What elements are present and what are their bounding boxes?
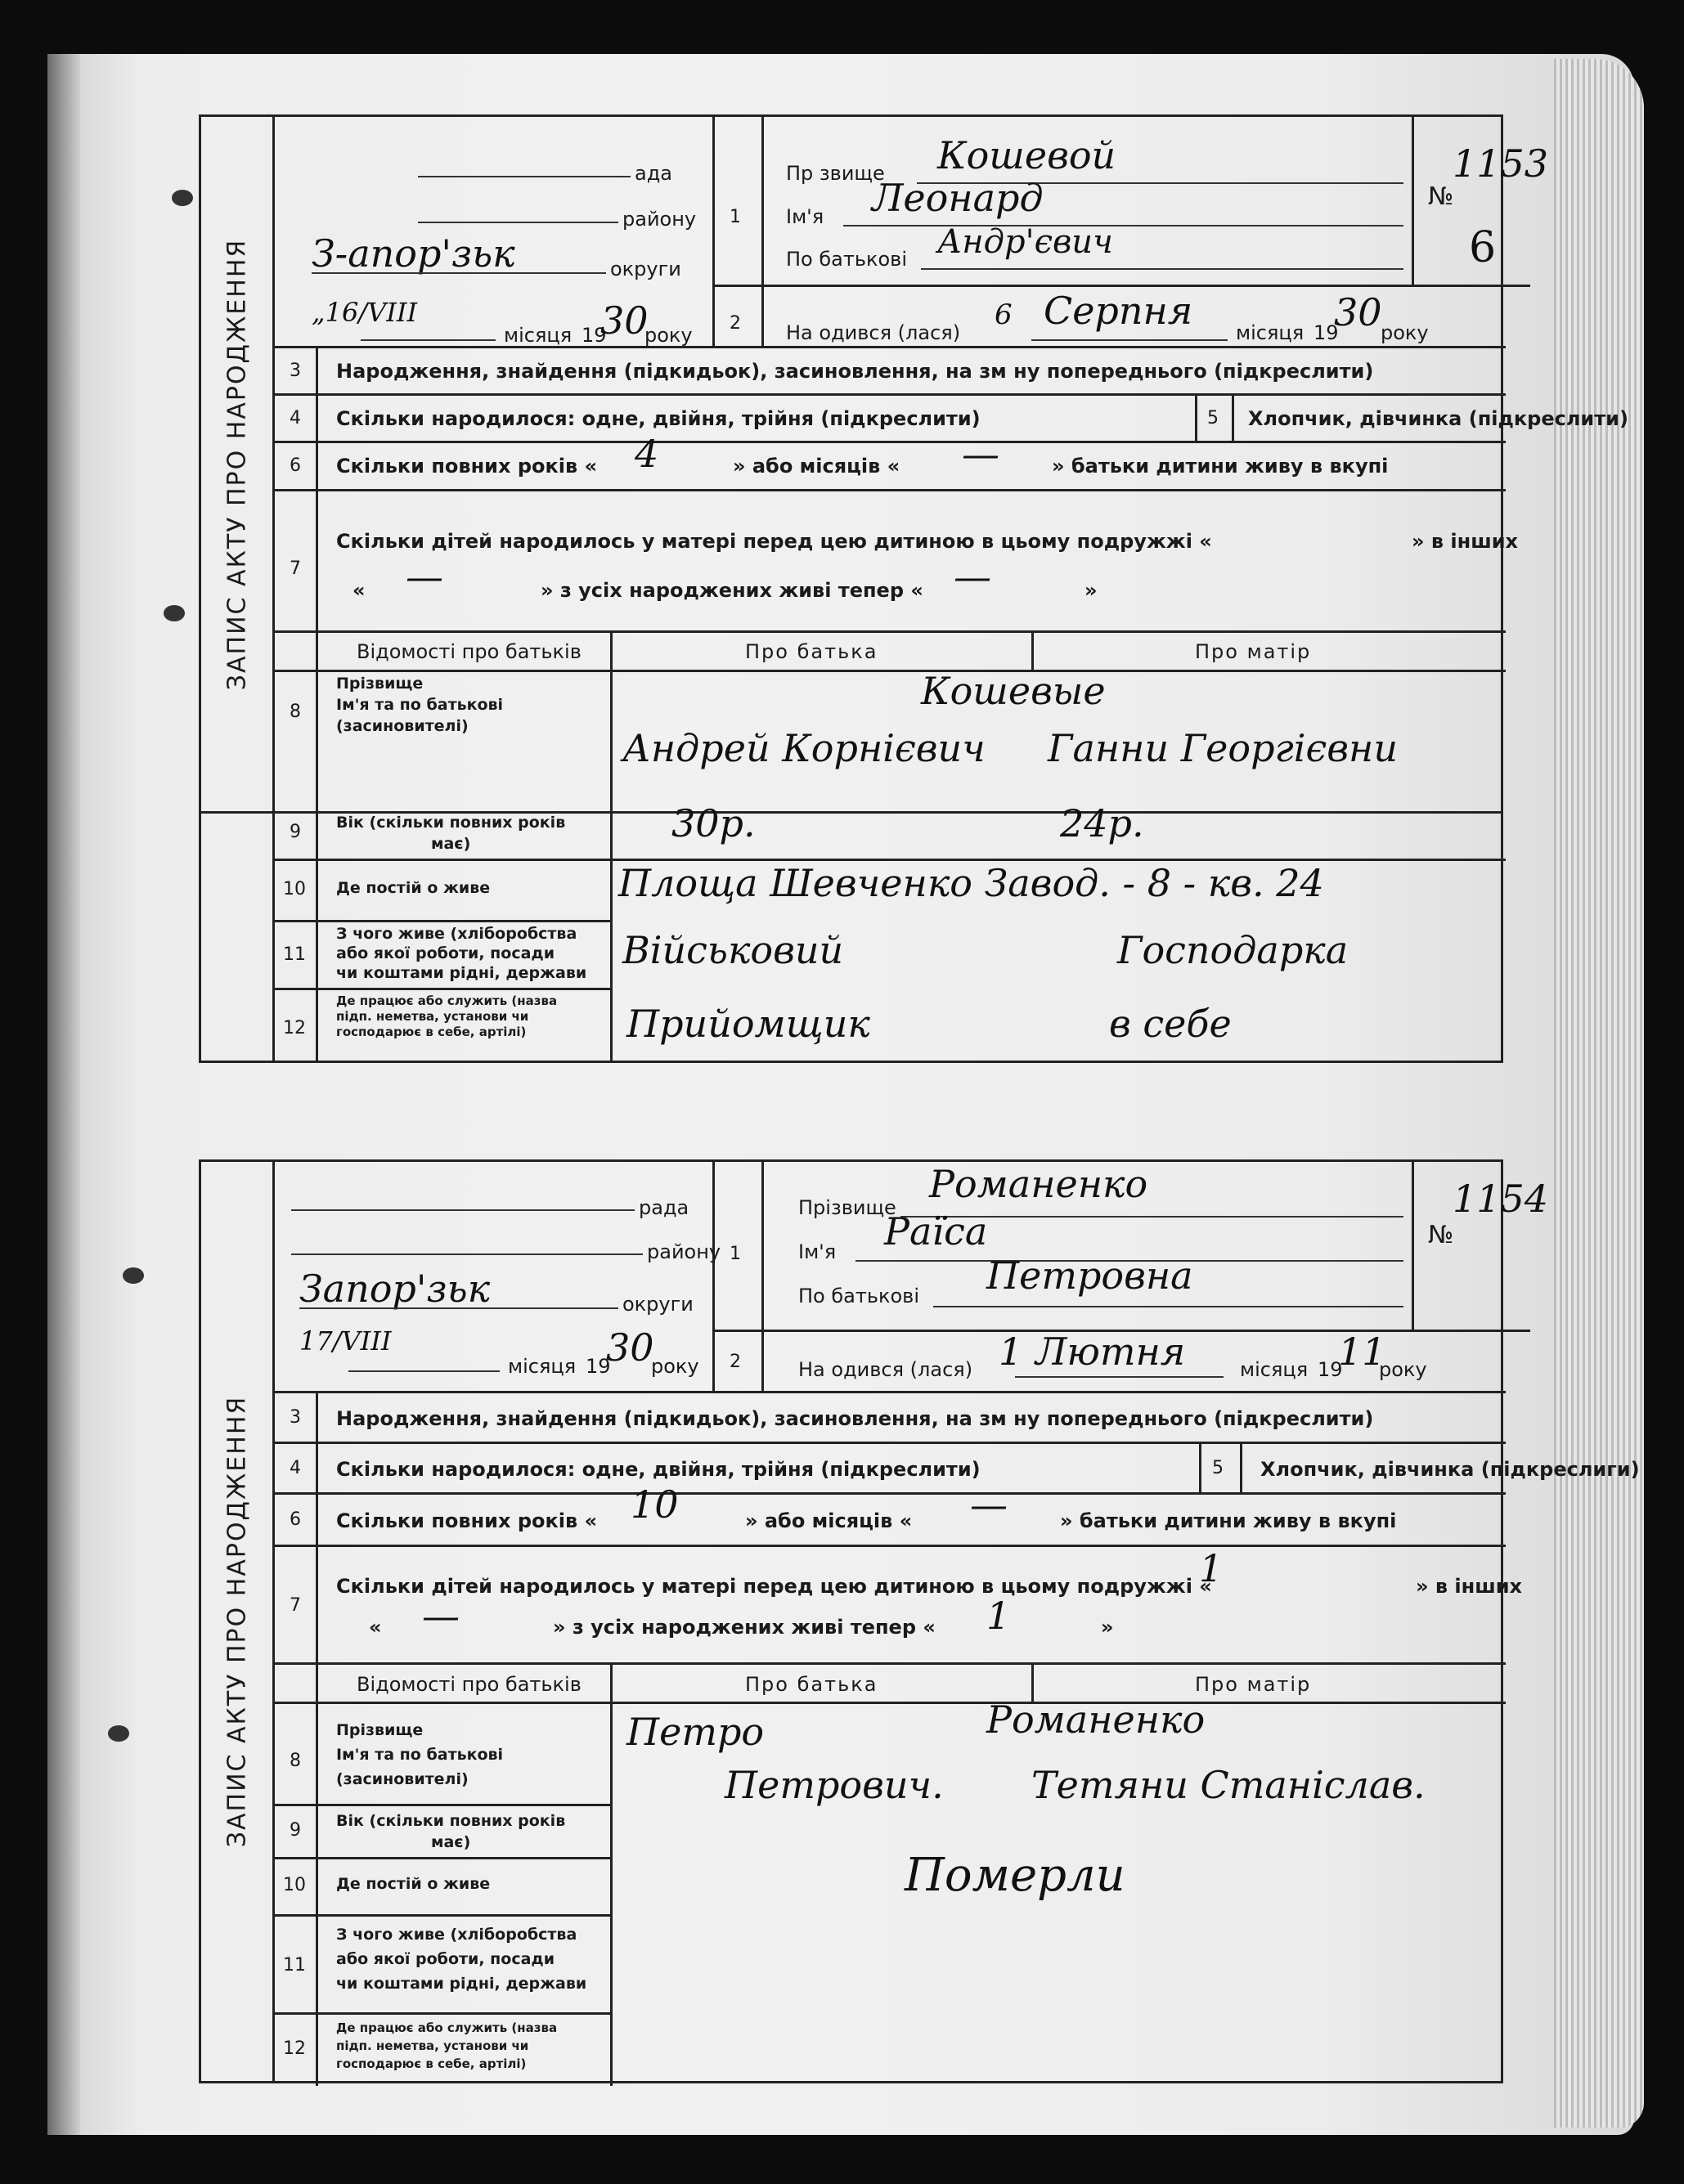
months-together: — — [962, 432, 999, 476]
years-together: 10 — [631, 1482, 679, 1527]
children-alive: 1 — [986, 1594, 1011, 1638]
family-surname: Романенко — [986, 1697, 1206, 1742]
col-parents-info: Відомості про батьків — [357, 640, 582, 663]
row-4-text: Скільки народилося: одне, двійня, трійня (підкреслити) — [336, 407, 981, 430]
mother-occupation: Господарка — [1117, 928, 1349, 972]
surname-label: Пр звище — [786, 162, 885, 185]
born-day: 1 — [999, 1330, 1023, 1374]
okrug-value: Запор'зьк — [299, 1267, 491, 1311]
page-stack-edge — [1554, 59, 1644, 2128]
children-other: — — [406, 554, 443, 599]
rayon-label: району — [647, 1240, 721, 1263]
child-surname: Кошевой — [937, 133, 1116, 177]
mother-name: Тетяни Станіслав. — [1031, 1763, 1426, 1807]
record-grid: ада району З-апор'зьк округи „16/VIII місяця 19 30 року 1 2 Пр звище Кошевой Ім'я Леонард По батькові Андр'євич № 1153 6 На одився (лася) 6 Серпня місяця 19 30 року 3 Народження, знайдення (підкидьок), засиновлення, на зм ну попереднього (підкреслити) 4 Скільки народилося: одне, двійня, трійня (підкреслити) 5 Хлопчик, дівчинка (підкреслити) 6 Скільки повних років « 4 » або місяців « — » батьки дитини живу в вкупі 7 Скільки дітей народилось у матері перед цею дитиною в цьому подружжі « » в інших « — » з усіх народжених живі тепер « — » Відомості про батьків Про батька Про матір 8 Прізвище Ім'я та по батькові (засиновителі) Кошевые Андрей Корнієвич Ганни Георгієвни — [275, 117, 1501, 811]
binding-hole — [172, 190, 193, 206]
patronymic-label: По батькові — [798, 1285, 919, 1307]
mother-name: Ганни Георгієвни — [1048, 726, 1398, 770]
row-5-text: Хлопчик, дівчинка (підкреслити) — [1248, 407, 1628, 430]
child-patronymic: Андр'євич — [937, 223, 1113, 261]
born-month: Серпня — [1044, 289, 1193, 333]
number-label: № — [1428, 1221, 1454, 1249]
name-label: Ім'я — [798, 1240, 837, 1263]
mother-age: 24р. — [1060, 801, 1144, 845]
record-grid: рада району Запор'зьк округи 17/VIII місяця 19 30 року 1 2 Прізвище Романенко Ім'я Раїса По батькові Петровна № 1154 На одився (лася) 1 Лютня місяця 19 11 року 3 Народження, знайдення (підкидьок), засиновлення, на зм ну попереднього (підкреслити) 4 Скільки народилося: одне, двійня, трійня (підкреслити) 5 Хлопчик, дівчинка (підкреслиги) 6 Скільки повних років « 10 » або місяців « — » батьки дитини живу в вкупі 7 Скільки дітей народилось у матері перед цею дитиною в цьому подружжі « 1 » в інших « — » з усіх народжених живі тепер « 1 » Відомості про батьків Про батька Про матір 8 Прізвище Ім'я та по батькові (засиновителі) Петро Романенко Петрович. Тетяни Станіслав. 9 Вік (скільки повних років має) 10 Де постій о живе Померли 11 З чого живе (хліборобства або якої роботи, посади чи коштами рідні, держави 12 Де працює або служить (назва підп. неметва, установи чи господарює в себе, артілі) — [275, 1162, 1501, 2081]
father-patronymic: Петрович. — [725, 1763, 944, 1807]
mother-work: в себе — [1109, 1002, 1232, 1046]
child-name: Раїса — [884, 1209, 988, 1253]
father-work: Прийомщик — [626, 1002, 870, 1046]
row-3-text: Народження, знайдення (підкидьок), засиновлення, на зм ну попереднього (підкреслити) — [336, 360, 1374, 383]
reg-date-value: 17/VIII — [299, 1325, 392, 1357]
name-label: Ім'я — [786, 205, 824, 228]
row-11-label: З чого живе (хліборобства або якої роботи, посади чи коштами рідні, держави — [336, 925, 587, 982]
patronymic-label: По батькові — [786, 248, 907, 271]
born-year: 30 — [1334, 290, 1382, 334]
child-name: Леонард — [872, 176, 1044, 220]
years-together: 4 — [635, 432, 659, 476]
book-spine — [47, 54, 80, 2135]
born-month: Лютня — [1035, 1330, 1186, 1374]
reg-year-value: 30 — [606, 1325, 654, 1370]
reg-year-value: 30 — [600, 298, 649, 343]
record-side-title: ЗАПИС АКТУ ПРО НАРОДЖЕННЯ — [201, 1162, 275, 2081]
row-12-label: Де працює або служить (назва підп. неметва, установи чи господарює в себе, артілі) — [336, 993, 558, 1039]
number-label: № — [1428, 182, 1454, 211]
birth-record-1 — [199, 114, 1628, 814]
months-together: — — [970, 1482, 1008, 1527]
born-label: На одився (лася) — [786, 321, 961, 344]
okrug-label: округи — [622, 1293, 694, 1316]
rayon-label: району — [622, 208, 697, 231]
rada-label: рада — [639, 1196, 689, 1219]
child-patronymic: Петровна — [986, 1253, 1193, 1298]
born-day: 6 — [995, 298, 1013, 331]
residence: Площа Шевченко Завод. - 8 - кв. 24 — [618, 861, 1324, 905]
okrug-label: округи — [610, 258, 681, 280]
reg-date-value: „16/VIII — [312, 297, 418, 328]
father-name: Андрей Корнієвич — [622, 726, 986, 770]
col-mother: Про матір — [1195, 640, 1312, 663]
father-first-name: Петро — [626, 1710, 765, 1754]
family-surname: Кошевые — [921, 669, 1106, 713]
children-here: 1 — [1199, 1546, 1224, 1590]
death-note: Померли — [905, 1849, 1125, 1902]
children-other: — — [422, 1594, 460, 1638]
record-side-title: ЗАПИС АКТУ ПРО НАРОДЖЕННЯ — [201, 117, 275, 811]
binding-hole — [123, 1267, 144, 1284]
month-label: місяця — [504, 324, 573, 347]
record-number: 1153 — [1453, 141, 1549, 186]
father-occupation: Військовий — [622, 928, 844, 972]
record-number: 1154 — [1453, 1177, 1549, 1221]
father-age: 30р. — [671, 801, 756, 845]
col-father: Про батька — [745, 640, 878, 663]
row-9-label: Вік (скільки повних років має) — [336, 814, 566, 853]
row-10-label: Де постій о живе — [336, 879, 491, 897]
birth-record-2 — [199, 1159, 1640, 2083]
record-1-lower-rows: 9 Вік (скільки повних років має) 30р. 24р. 10 Де постій о живе Площа Шевченко Завод. - 8 - кв. 24 11 З чого живе (хліборобства або якої роботи, посади чи коштами рідні, держави Військовий Господарка 12 Де працює або служить (назва підп. неметва, установи чи господарює в себе, артілі) Прийомщик в себе — [272, 814, 1503, 1063]
okrug-value: З-апор'зьк — [312, 231, 515, 276]
born-label: На одився (лася) — [798, 1358, 973, 1381]
child-surname: Романенко — [929, 1162, 1148, 1206]
row-8-label: Прізвище Ім'я та по батькові (засиновителі) — [336, 675, 504, 735]
record-1-side-extension — [199, 814, 275, 1063]
children-alive: — — [954, 554, 991, 599]
binding-hole — [164, 605, 185, 621]
born-year: 11 — [1338, 1330, 1386, 1374]
rada-label: ада — [635, 162, 673, 185]
binding-hole — [108, 1725, 129, 1742]
record-sub-number: 6 — [1469, 223, 1497, 272]
surname-label: Прізвище — [798, 1196, 896, 1219]
